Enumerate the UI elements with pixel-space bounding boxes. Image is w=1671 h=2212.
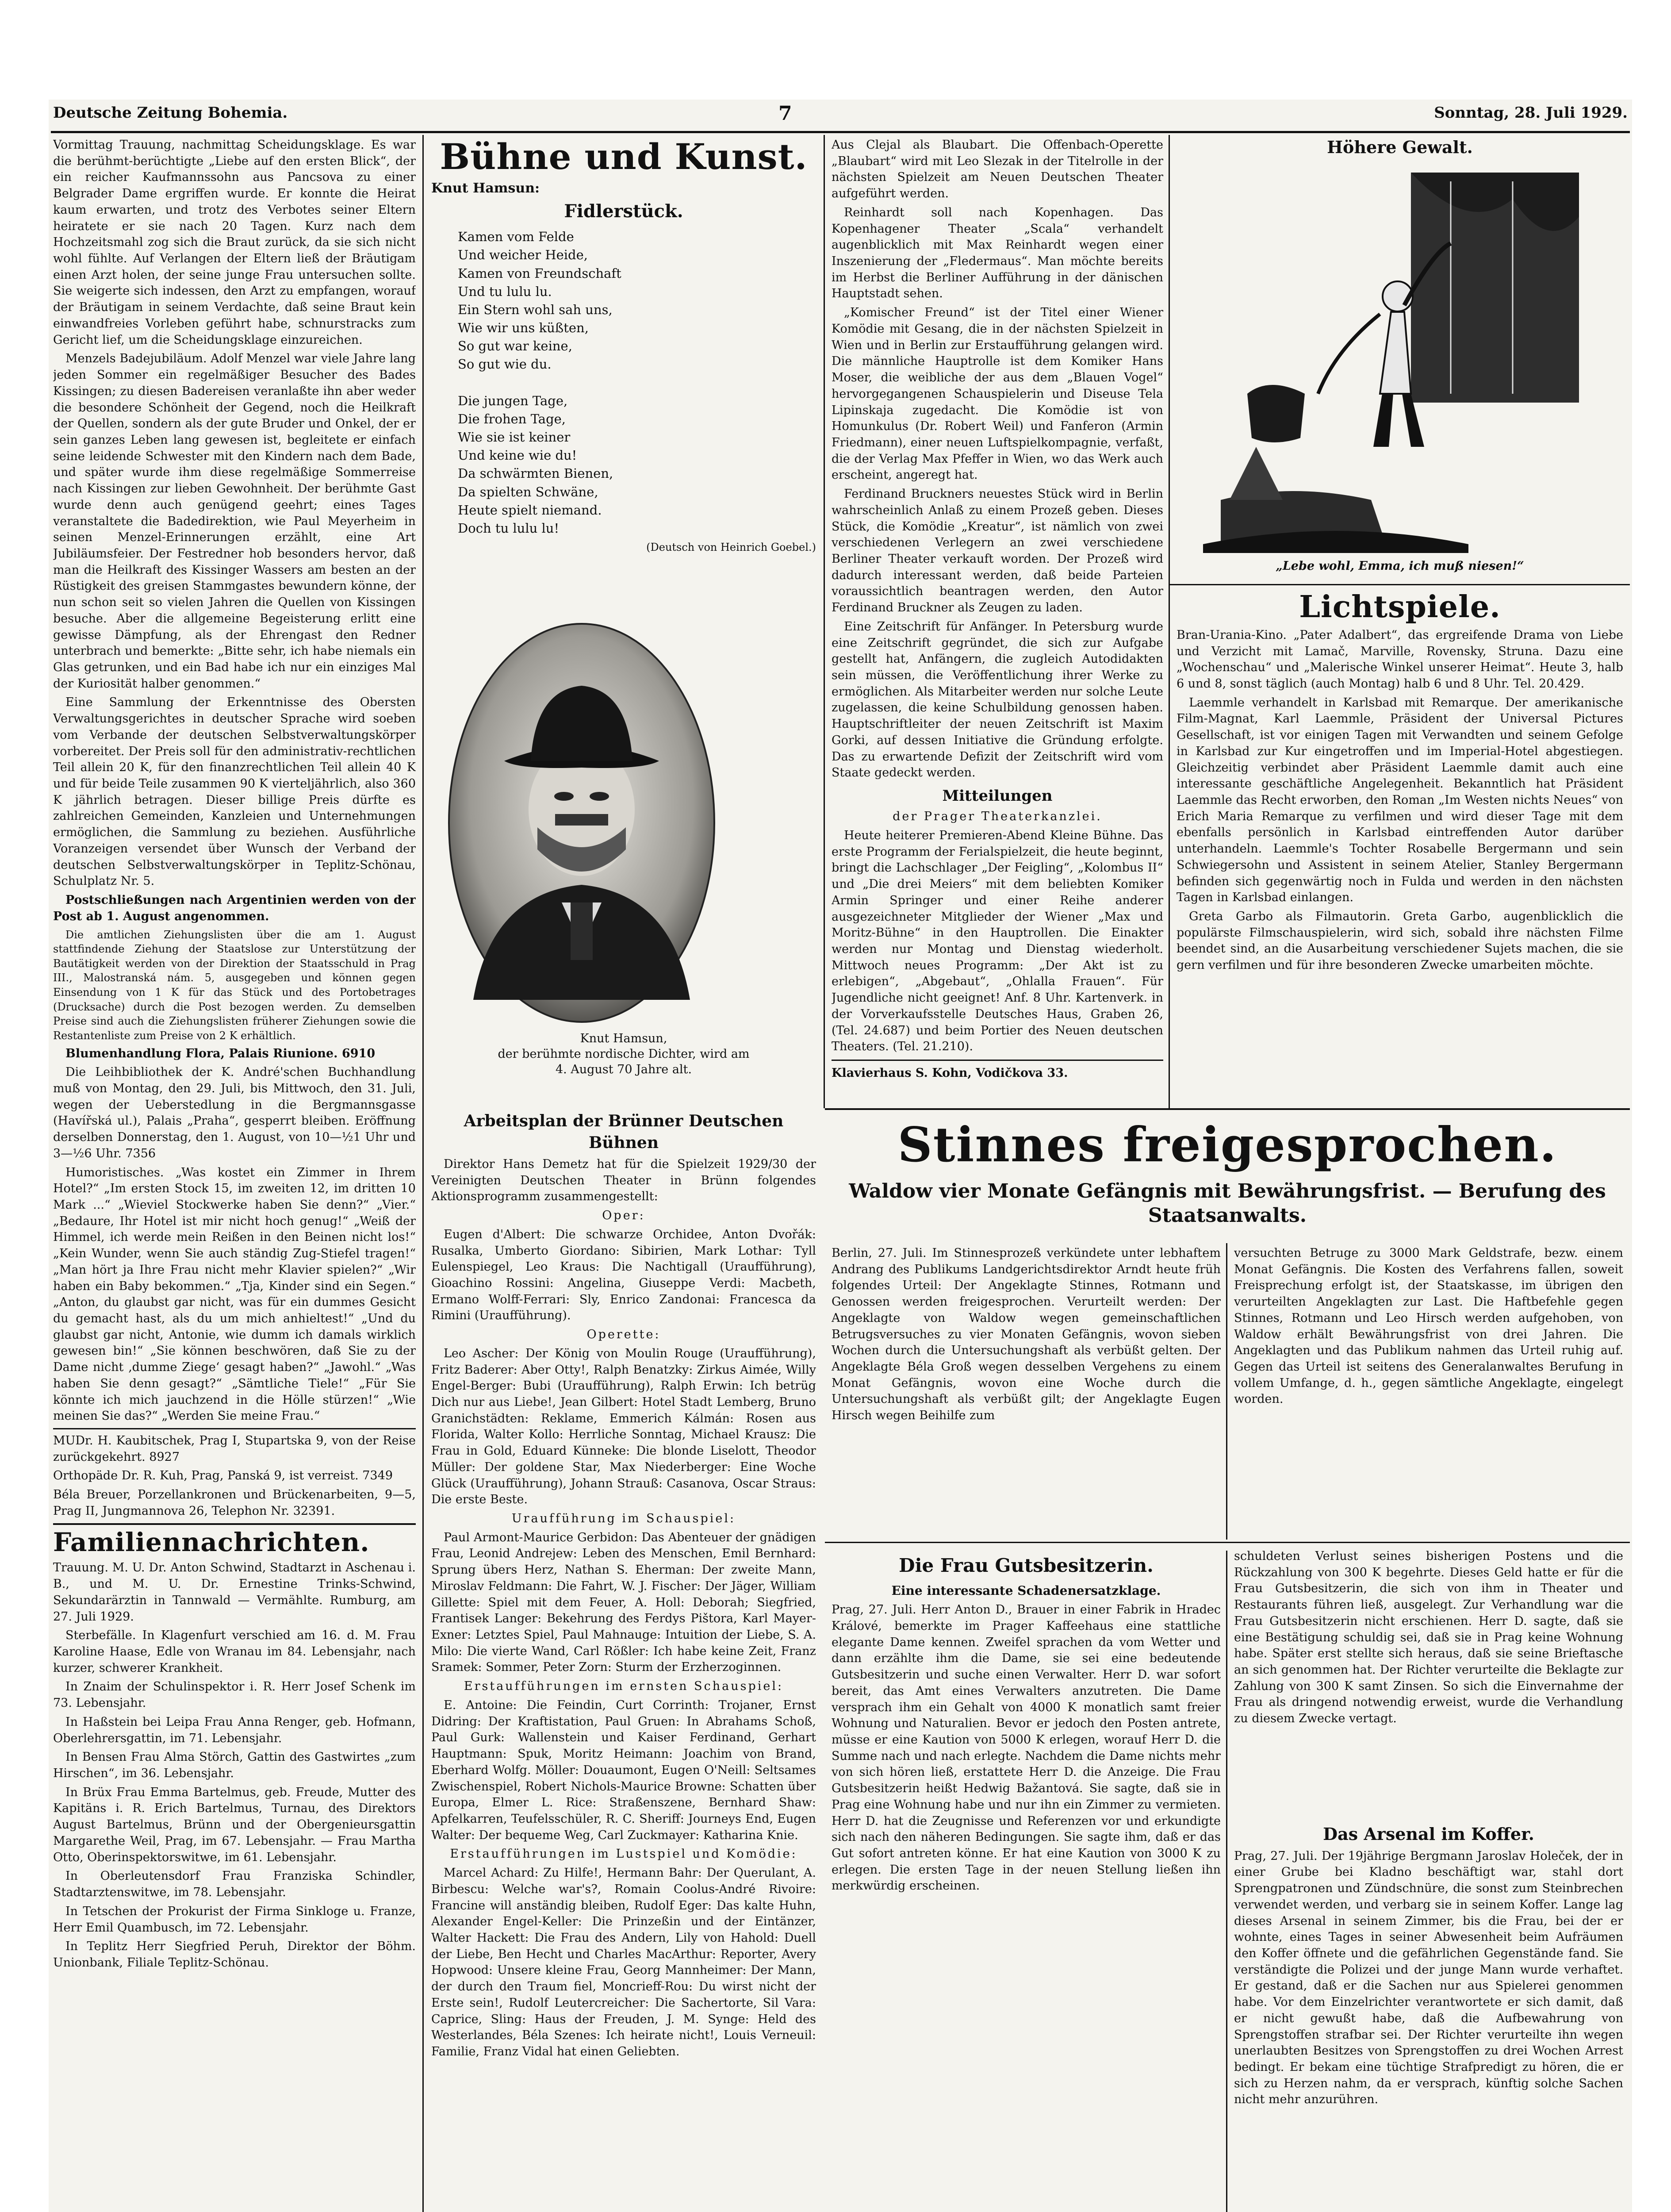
ad-kaubitschek: MUDr. H. Kaubitschek, Prag I, Stupartska 9, von der Reise zurückgekehrt. 8927 — [53, 1434, 416, 1464]
gutsbesitzerin-right — [1234, 1548, 1623, 1814]
stinnes-right — [1234, 1245, 1623, 1537]
divider — [1170, 584, 1630, 585]
el-heading: Erstaufführungen im Lustspiel und Komödie: — [450, 1847, 797, 1861]
cinema-urania: Bran-Urania-Kino. „Pater Adalbert“, das ergreifende Drama von Liebe und Verzicht mit Lamač, Marville, Rovensky, Struna. Dazu eine „Wochenschau“ und „Malerische Winkel unserer Heimat“. Heute 3, halb 6 und 8, sonst täglich (auch Montag) halb 6 und 8 Uhr. Tel. 20.429. — [1177, 628, 1623, 691]
header-rule — [51, 131, 1630, 133]
operette-heading: Operette: — [586, 1328, 661, 1342]
page-number: 7 — [778, 102, 792, 125]
poem-attribution: (Deutsch von Heinrich Goebel.) — [646, 541, 816, 554]
article-wedding-divorce: Vormittag Trauung, nachmittag Scheidungsklage. Es war die berühmt-berüchtigte „Liebe auf den ersten Blick“, der ein reicher Kaufmannssohn aus Pancsova zu einer Belgrader Dame ergriffen wurde. Er konnte die Heirat kaum erwarten, und trotz des Verbotes seiner Eltern heiratete er sie nach 20 Tagen. Kurz nach dem Hochzeitsmahl zog sich die Braut zurück, da sie sich nicht wohl fühlte. Auf Verlangen der Eltern ließ der Bräutigam einen Arzt holen, der seine junge Frau untersuchen sollte. Sie weigerte sich indessen, den Arzt zu empfangen, worauf der Bräutigam in seinem Verdachte, daß seine Braut kein einwandfreies Vorleben geführt habe, schnurstracks zum Gericht lief, um die Scheidungsklage einzureichen. — [53, 138, 416, 347]
article-humor: Humoristisches. „Was kostet ein Zimmer in Ihrem Hotel?“ „Im ersten Stock 15, im zweiten 12, im dritten 10 Mark ...“ „Wieviel Stockwerke haben Sie denn?“ „Vier.“ „Bedaure, Ihr Hotel ist mir nicht hoch genug!“ „Weiß der Himmel, ich werde mein Reißen in den Beinen nicht los!“ „Kein Wunder, wenn Sie auch ständig Zug-Stiefel tragen!“ „Man hört ja Ihre Frau nicht mehr Klavier spielen?“ „Wir haben ein Baby bekommen.“ „Tja, Kinder sind ein Segen.“ „Anton, du glaubst gar nicht, was für ein dummes Gesicht du gemacht hast, als du um mich anhieltest!“ „Und du glaubst gar nicht, Antonie, wie dumm ich damals wirklich gewesen bin!“ „Sie können beschwören, daß Sie zu der Dame nicht ‚dumme Ziege‘ gesagt haben?“ „Jawohl.“ „Was haben Sie denn gesagt?“ „Sämtliche Tiele!“ „Für Sie könnte ich mich jauchzend in die Hölle stürzen!“ „Wie meinen Sie das?“ „Werden Sie meine Frau.“ — [53, 1165, 416, 1423]
lichtspiele-title: Lichtspiele. — [1299, 591, 1501, 625]
family-item: Trauung. M. U. Dr. Anton Schwind, Stadtarzt in Aschenau i. B., und M. U. Dr. Ernestine Trinks-Schwind, Sekundarärztin in Tannwald — Vermählte. Rumburg, am 27. Juli 1929. — [53, 1561, 416, 1624]
cartoon-title-box — [1177, 137, 1623, 157]
ad-kuh: Orthopäde Dr. R. Kuh, Prag, Panská 9, ist verreist. 7349 — [53, 1469, 393, 1483]
column-rule — [1169, 135, 1170, 1108]
stinnes-bottom-rule — [825, 1542, 1630, 1543]
ad-flora: Blumenhandlung Flora, Palais Riunione. 6910 — [65, 1046, 376, 1060]
mitteilungen-subtitle: der Prager Theaterkanzlei. — [893, 810, 1102, 824]
poem-title: Fidlerstück. — [564, 200, 683, 222]
gutsbesitzerin-text: Prag, 27. Juli. Herr Anton D., Brauer in einer Fabrik in Hradec Králové, bemerkte im Prager Kaffeehaus eine stattliche elegante Dame kennen. Zweifel sprachen da vom Wetter und dann erzählte ihm die Dame, sie sei eine bedeutende Gutsbesitzerin und suche einen Verwalter. Herr D. war sofort bereit, das Amt eines Verwalters anzutreten. Die Dame versprach ihm ein Gehalt von 4000 K monatlich samt freier Wohnung und Naturalien. Bevor er jedoch den Posten antrete, müsse er eine Kaution von 5000 K erlegen, worauf Herr D. die Summe nach und nach erlegte. Nachdem die Dame nichts mehr von sich hören ließ, erstattete Herr D. die Anzeige. Die Frau Gutsbesitzerin heißt Hedwig Bažantová. Sie sagte, daß sie in Prag eine Wohnung habe und nur ihn ein Zimmer zu vermieten. Herr D. hat die Zeugnisse und Referenzen vor und erkundigte sich nach den näheren Bedingungen. Sie sagte ihm, daß er das Gut sofort antreten könne. Er hat eine Kaution von 3000 K zu erlegen. Die ersten Tage in der neuen Stellung ließen ihn merkwürdig erscheinen. — [832, 1603, 1221, 1893]
arsenal-text: Prag, 27. Juli. Der 19jährige Bergmann Jaroslav Holeček, der in einer Grube bei Kladno beschäftigt war, stahl dort Sprengpatronen und Zündschnüre, die sonst zum Steinbrechen verwendet werden, und verbarg sie in seinem Koffer. Lange lag dieses Arsenal in seinem Zimmer, bis die Frau, bei der er wohnte, eines Tages in seiner Abwesenheit beim Aufräumen den Koffer öffnete und die gefährlichen Gegenstände fand. Sie verständigte die Polizei und der junge Mann wurde verhaftet. Er gestand, daß er die Sachen nur aus Spielerei genommen habe. Vor dem Einzelrichter verantwortete er sich damit, daß er nicht gewußt habe, daß die Aufbewahrung von Sprengstoffen strafbar sei. Der Richter verurteilte ihn wegen unerlaubten Besitzes von Sprengstoffen zu drei Wochen Arrest bedingt. Er bekam eine tüchtige Strafpredigt zu hören, die er sich zu Herzen nahm, da er versprach, künftig solche Sachen nicht mehr anzurühren. — [1234, 1849, 1623, 2107]
article-komischer-freund: „Komischer Freund“ ist der Titel einer Wiener Komödie mit Gesang, die in der nächsten Spielzeit in Wien und in Berlin zur Erstaufführung gelangen wird. Die männliche Hauptrolle ist dem Komiker Hans Moser, die weibliche der aus dem „Blauen Vogel“ hervorgegangenen Schauspielerin und Diseuse Tela Lipinskaja zugedacht. Die Komödie ist von Homunkulus (Dr. Robert Weil) und Fanferon (Armin Friedmann), einer neuen Luftspielkompagnie, verfaßt, die der Verlag Max Pfeffer in Wien, wo das Werk auch erscheint, angeregt hat. — [832, 306, 1163, 482]
section-title-buehne: Bühne und Kunst. — [440, 137, 808, 177]
el-list: Marcel Achard: Zu Hilfe!, Hermann Bahr: Der Querulant, A. Birbescu: Welche war's?, Romain Coolus-André Rivoire: Francine will anständig bleiben, Rudolf Eger: Das kalte Huhn, Alexander Engel-Keller: Die Prinzeßin und der Eintänzer, Walter Hackett: Die Frau des Andern, Lily von Hahold: Duell der Liebe, Ben Hecht und Charles MacArthur: Reporter, Avery Hopwood: Unsere kleine Frau, Georg Mannheimer: Der Mann, der durch den Traum fiel, Moncrieff-Rou: Du wirst nicht der Erste sein!, Rudolf Leutercreicher: Die Sachertorte, Sil Vara: Caprice, Sling: Haus der Freuden, J. M. Synge: Held des Westerlandes, Béla Szenes: Ich heirate nicht!, Louis Verneuil: Familie, Franz Vidal hat einen Geliebten. — [431, 1866, 816, 2058]
divider — [832, 1060, 1163, 1061]
family-item: In Haßstein bei Leipa Frau Anna Renger, geb. Hofmann, Oberlehrersgattin, im 71. Lebensjahr. — [53, 1715, 416, 1745]
column-2-top — [431, 137, 816, 615]
family-item: Sterbefälle. In Klagenfurt verschied am 16. d. M. Frau Karoline Haase, Edle von Wranau im 84. Lebensjahr, nach kurzer, schwerer Krankheit. — [53, 1628, 416, 1675]
article-zeitschrift: Eine Zeitschrift für Anfänger. In Petersburg wurde eine Zeitschrift gegründet, die sich zur Aufgabe gestellt hat, Anfängern, die zugleich Autodidakten sein müssen, die Veröffentlichung ihrer Werke zu ermöglichen. Als Mitarbeiter werden nur solche Leute zugelassen, die keine Schulbildung genossen haben. Hauptschriftleiter der neuen Zeitschrift ist Maxim Gorki, auf dessen Initiative die Gründung erfolgte. Das zu erwartende Defizit der Zeitschrift wird vom Staate gedeckt werden. — [832, 619, 1163, 780]
article-court-collection: Eine Sammlung der Erkenntnisse des Obersten Verwaltungsgerichtes in deutscher Sprache wird soeben vom Verbande der deutschen Selbstverwaltungskörper vorbereitet. Der Preis soll für den administrativ-rechtlichen Teil allein 20 K, für den finanzrechtlichen Teil allein 40 K und für beide Teile zusammen 90 K vierteljährlich, also 360 K jährlich betragen. Dieser billige Preis dürfte es zahlreichen Gemeinden, Kanzleien und Unternehmungen ermöglichen, die Sammlung zu beziehen. Ausführliche Voranzeigen versendet über Wunsch der Verband der deutschen Selbstverwaltungskörper in Teplitz-Schönau, Schulplatz Nr. 5. — [53, 695, 416, 888]
gutsbesitzerin-text-cont: schuldeten Verlust seines bisherigen Postens und die Rückzahlung von 300 K begehrte. Dieses Geld hatte er für die Frau Gutsbesitzerin, die sich von ihm in Theater und Restaurants führen ließ, ausgelegt. Zur Verhandlung war die Frau Gutsbesitzerin nicht erschienen. Herr D. sagte, daß sie eine Bestätigung schuldig sei, daß sie in Prag keine Wohnung habe. Später erst stellte sich heraus, daß sie seine Brieftasche an sich genommen hat. Der Richter verurteilte die Beklagte zur Zahlung von 300 K samt Zinsen. So sich die Einvernahme der Frau als dringend notwendig erweist, wurde die Verhandlung zu diesem Zwecke vertagt. — [1234, 1549, 1623, 1726]
ur-list: Paul Armont-Maurice Gerbidon: Das Abenteuer der gnädigen Frau, Leonid Andrejew: Leben des Menschen, Emil Bernhard: Sprung übers Herz, Nathan S. Eherman: Der zweite Mann, Miroslav Feldmann: Die Fahrt, W. J. Fischer: Der Jäger, William Gillette: Spiel mit dem Feuer, A. Holl: Deborah; Siegfried, Frantisek Langer: Bekehrung des Ferdys Pištora, Karl Mayer-Exner: Letztes Spiel, Paul Mahnauge: Intuition der Liebe, S. A. Milo: Die vierte Wand, Carl Rößler: Ich habe keine Zeit, Franz Sramek: Sommer, Peter Zorn: Sturm der Erzherzoginnen. — [431, 1530, 816, 1674]
mitteilungen-title: Mitteilungen — [942, 787, 1053, 805]
hamsun-portrait — [442, 619, 721, 1026]
ea-list: E. Antoine: Die Feindin, Curt Corrinth: Trojaner, Ernst Didring: Der Kraftistation, Paul Gruen: In Abrahams Schoß, Paul Gurk: Wallenstein und Kaiser Ferdinand, Gerhart Hauptmann: Spuk, Moritz Heimann: Joachim von Brand, Eberhard Wolfg. Möller: Douaumont, Eugen O'Neill: Seltsames Zwischenspiel, Robert Nichols-Maurice Browne: Schatten über Europa, Elmer L. Rice: Straßenszene, Bernhard Shaw: Apfelkarren, Teufelsschüler, R. C. Sheriff: Journeys End, Eugen Walter: Der bequeme Weg, Carl Zuckmayer: Katharina Knie. — [431, 1698, 816, 1842]
family-news-title: Familiennachrichten. — [53, 1527, 370, 1557]
stinnes-subheadline: Waldow vier Monate Gefängnis mit Bewährungsfrist. — Berufung des Staatsanwalts. — [849, 1180, 1606, 1227]
column-rule — [824, 135, 825, 1108]
page-header — [53, 104, 1628, 131]
arsenal-article — [1234, 1818, 1623, 2212]
ad-klavierhaus: Klavierhaus S. Kohn, Vodičkova 33. — [832, 1066, 1068, 1080]
cartoon-illustration — [1203, 164, 1601, 553]
divider — [53, 1523, 416, 1525]
article-menzel: Menzels Badejubiläum. Adolf Menzel war viele Jahre lang jeden Sommer ein regelmäßiger Besucher des Bades Kissingen; zu diesen Badereisen veranlaßte ihn aber weder die besondere Schönheit der Gegend, noch die Heilkraft der Quellen, sondern als der gute Bruder und Onkel, der er sein ganzes Leben lang gewesen ist, begleitete er einfach seine leidende Schwester mit den Kindern nach dem Bade, und später wurde ihm diese regelmäßige Sommerreise nach Kissingen zur lieben Gewohnheit. Der berühmte Gast wurde denn auch genügend geehrt; eines Tages veranstaltete die Badedirektion, wie Paul Meyerheim in seinen Menzel-Erinnerungen erzählt, eine Art Jubiläumsfeier. Der Festredner hob besonders hervor, daß man die Heilkraft des Kissinger Wassers am besten an der Rüstigkeit des greisen Stammgastes bewundern könne, der nun schon seit so vielen Jahren die Quellen von Kissingen besuche. Aber die allgemeine Begeisterung erlitt eine gewisse Dämpfung, als der Ehrengast den Redner unterbrach und bemerkte: „Bitte sehr, ich habe niemals ein Glas getrunken, und ein Bad habe ich nur ein einziges Mal der Kuriosität halber genommen.“ — [53, 352, 416, 691]
column-1 — [53, 137, 416, 2212]
divider — [53, 1428, 416, 1429]
stinnes-headline: Stinnes freigesprochen. — [897, 1117, 1557, 1173]
column-rule — [422, 135, 424, 2212]
article-slezak: Aus Clejal als Blaubart. Die Offenbach-Operette „Blaubart“ wird mit Leo Slezak in der Titelrolle in der nächsten Spielzeit am Neuen Deutschen Theater aufgeführt werden. — [832, 138, 1163, 201]
ad-breuer: Béla Breuer, Porzellankronen und Brückenarbeiten, 9—5, Prag II, Jungmannova 26, Telephon Nr. 32391. — [53, 1488, 416, 1518]
newspaper-name: Deutsche Zeitung Bohemia. — [53, 104, 288, 122]
family-item: In Teplitz Herr Siegfried Peruh, Direktor der Böhm. Unionbank, Filiale Teplitz-Schönau. — [53, 1939, 416, 1970]
column-3 — [832, 137, 1163, 1106]
column-4 — [1177, 591, 1623, 1108]
column-rule — [1226, 1243, 1227, 1540]
cartoon-title: Höhere Gewalt. — [1327, 137, 1473, 157]
portrait-caption — [431, 1031, 816, 1077]
issue-date: Sonntag, 28. Juli 1929. — [1434, 104, 1628, 122]
caption-text: Knut Hamsun, der berühmte nordische Dichter, wird am 4. August 70 Jahre alt. — [498, 1032, 750, 1077]
gutsbesitzerin-title: Die Frau Gutsbesitzerin. — [899, 1555, 1154, 1576]
column-rule — [1226, 1551, 1227, 2212]
arsenal-title: Das Arsenal im Koffer. — [1323, 1824, 1534, 1844]
article-garbo: Greta Garbo als Filmautorin. Greta Garbo, augenblicklich die populärste Filmschauspielerin, wird sich, sobald ihre nächsten Filme beendet sind, an die Ausarbeitung verschiedener Sujets machen, die sie gern verfilmen und für ihre besonderen Zwecke umarbeiten möchte. — [1177, 910, 1623, 972]
notice-library: Die Leihbibliothek der K. André'schen Buchhandlung muß von Montag, den 29. Juli, bis Mittwoch, den 31. Juli, wegen der Ueberstedlung in die Bergmannsgasse (Havířská ul.), Palais „Praha“, gesperrt bleiben. Eröffnung derselben Donnerstag, den 1. August, von 10—½1 Uhr und 3—½6 Uhr. 7356 — [53, 1065, 416, 1160]
poem-text: Kamen vom Felde Und weicher Heide, Kamen von Freundschaft Und tu lulu lu. Ein Stern wohl sah uns, Wie wir uns küßten, So gut war keine, So gut wie du. Die jungen Tage, Die frohen Tage, Wie sie ist keiner Und keine wie du! Da schwärmten Bienen, Da spielten Schwäne, Heute spielt niemand. Doch tu lulu lu! — [458, 229, 621, 536]
cartoon-caption: „Lebe wohl, Emma, ich muß niesen!“ — [1276, 559, 1524, 573]
stinnes-left — [832, 1245, 1221, 1537]
stinnes-text-right: versuchten Betruge zu 3000 Mark Geldstrafe, bezw. einem Monat Gefängnis. Die Kosten des Verfahrens fallen, soweit Freisprechung erfolgt ist, der Staatskasse, im übrigen den verurteilten Angeklagten zur Last. Die Haftbefehle gegen Stinnes, Rotmann und Leo Hirsch werden aufgehoben, von Waldow erhält Bewährungsfrist von drei Jahren. Die Angeklagten und das Publikum nahmen das Urteil ruhig auf. Gegen das Urteil ist seitens des Generalanwaltes Berufung in vollem Umfange, d. h., gegen sämtliche Angeklagte, eingelegt worden. — [1234, 1246, 1623, 1406]
oper-heading: Oper: — [602, 1209, 645, 1223]
family-item: In Bensen Frau Alma Störch, Gattin des Gastwirtes „zum Hirschen“, im 36. Lebensjahr. — [53, 1750, 416, 1781]
column-2-bottom — [431, 1110, 816, 2212]
ea-heading: Erstaufführungen im ernsten Schauspiel: — [464, 1679, 784, 1694]
article-kleine-buehne: Heute heiterer Premieren-Abend Kleine Bühne. Das erste Programm der Ferialspielzeit, die heute beginnt, bringt die Lachschlager „Der Feigling“, „Kolombus II“ und „Die drei Meiers“ mit dem beliebten Komiker Armin Springer und einer Reihe anderer ausgezeichneter Mitglieder der Wiener „Max und Moritz-Bühne“ in den Hauptrollen. Die Einakter werden nur Montag und Dienstag wiederholt. Mittwoch neues Programm: „Der Akt ist zu erlebigen“, „Abgebaut“, „Ohlalla Frauen“. Für Jugendliche nicht geeignet! Anf. 8 Uhr. Kartenverk. in der Vorverkaufsstelle Deutsches Haus, Graben 26, (Tel. 24.687) und beim Portier des Neuen deutschen Theaters. (Tel. 21.210). — [832, 828, 1163, 1054]
notice-argentina: Postschließungen nach Argentinien werden von der Post ab 1. August angenommen. — [53, 893, 416, 923]
gutsbesitzerin-subtitle: Eine interessante Schadenersatzklage. — [891, 1583, 1161, 1598]
family-item: In Oberleutensdorf Frau Franziska Schindler, Stadtarztenswitwe, im 78. Lebensjahr. — [53, 1869, 416, 1900]
gutsbesitzerin-left — [832, 1548, 1221, 2212]
family-item: In Brüx Frau Emma Bartelmus, geb. Freude, Mutter des Kapitäns i. R. Erich Bartelmus, Turnau, des Direktors August Bartelmus, Brünn und der Obergenieursgattin Margarethe Weil, Prag, im 67. Lebensjahr. — Frau Martha Otto, Oberinspektorswitwe, im 61. Lebensjahr. — [53, 1785, 416, 1864]
oper-list: Eugen d'Albert: Die schwarze Orchidee, Anton Dvořák: Rusalka, Umberto Giordano: Sibirien, Mark Lothar: Tyll Eulenspiegel, Leo Kraus: Die Nachtigall (Uraufführung), Gioachino Rossini: Angelina, Giuseppe Verdi: Macbeth, Ermano Wolff-Ferrari: Sly, Enrico Zandonai: Francesca da Rimini (Uraufführung). — [431, 1227, 816, 1323]
operette-list: Leo Ascher: Der König von Moulin Rouge (Uraufführung), Fritz Baderer: Aber Otty!, Ralph Benatzky: Zirkus Aimée, Willy Engel-Berger: Bubi (Uraufführung), Ralph Erwin: Ich betrüg Dich nur aus Liebe!, Jean Gilbert: Hotel Stadt Lemberg, Bruno Granichstädten: Reklame, Emmerich Kálmán: Rosen aus Florida, Walter Kollo: Herrliche Sonntag, Michael Krausz: Die Frau in Gold, Eduard Künneke: Die blonde Liselott, Theodor Müller: Der goldene Star, Max Niederberger: Eine Woche Glück (Uraufführung), Johann Strauß: Casanova, Oscar Straus: Die erste Beste. — [431, 1346, 816, 1507]
stinnes-text-left: Berlin, 27. Juli. Im Stinnesprozeß verkündete unter lebhaftem Andrang des Publikums Landgerichtsdirektor Arndt heute früh folgendes Urteil: Der Angeklagte Stinnes, Rotmann und Genossen werden freigesprochen. Verurteilt werden: Der Angeklagte von Waldow wegen gemeinschaftlichen Betrugsversuches zu vier Monaten Gefängnis, wovon sieben Wochen durch die Untersuchungshaft als verbüßt gelten. Der Angeklagte Béla Groß wegen desselben Vergehens zu einem Monat Gefängnis, wovon eine Woche durch die Untersuchungshaft als verbüßt gilt; der Angeklagte Eugen Hirsch wegen Beihilfe zum — [832, 1246, 1221, 1423]
article-bruckner: Ferdinand Bruckners neuestes Stück wird in Berlin wahrscheinlich Anlaß zu einem Prozeß geben. Dieses Stück, die Komödie „Kreatur“, ist nämlich von zwei verschiedenen Verlegern an zwei verschiedene Berliner Theater verkauft worden. Der Prozeß wird dadurch interessant werden, daß beide Parteien voraussichtlich beantragen werden, den Autor Ferdinand Bruckner als Zeugen zu laden. — [832, 487, 1163, 615]
ur-heading: Uraufführung im Schauspiel: — [511, 1512, 736, 1525]
family-item: In Znaim der Schulinspektor i. R. Herr Josef Schenk im 73. Lebensjahr. — [53, 1680, 416, 1710]
family-item: In Tetschen der Prokurist der Firma Sinkloge u. Franze, Herr Emil Quambusch, im 72. Lebensjahr. — [53, 1904, 416, 1935]
plan-intro: Direktor Hans Demetz hat für die Spielzeit 1929/30 der Vereinigten Deutschen Theater in Brünn folgendes Aktionsprogramm zusammengestellt: — [431, 1157, 816, 1204]
article-reinhardt: Reinhardt soll nach Kopenhagen. Das Kopenhagener Theater „Scala“ verhandelt augenblicklich mit Max Reinhardt wegen einer Inszenierung der „Fledermaus“. Man möchte bereits im Herbst die Berliner Aufführung in der dänischen Hauptstadt sehen. — [832, 205, 1163, 301]
notice-lottery: Die amtlichen Ziehungslisten über die am 1. August stattfindende Ziehung der Staatslose zur Unterstützung der Bautätigkeit werden von der Direktion der Staatsschuld in Prag III., Malostranská nám. 5, ausgegeben und können gegen Einsendung von 1 K für das Stück und des Portobetrages (Drucksache) durch die Post bezogen werden. Zu demselben Preise sind auch die Ziehungslisten früherer Ziehungen sowie die Restantenliste zum Preise von 2 K erhältlich. — [53, 928, 416, 1042]
article-laemmle: Laemmle verhandelt in Karlsbad mit Remarque. Der amerikanische Film-Magnat, Karl Laemmle, Präsident der Universal Pictures Gesellschaft, ist vor einigen Tagen mit Verwandten und seinem Gefolge in Karlsbad zur Kur eingetroffen und im Imperial-Hotel abgestiegen. Gleichzeitig verbindet aber Präsident Laemmle damit auch eine interessante geschäftliche Angelegenheit. Bekanntlich hat Präsident Laemmle das Recht erworben, den Roman „Im Westen nichts Neues“ von Erich Maria Remarque zu verfilmen und wird dieser Tage mit dem ebenfalls persönlich in Karlsbad eintreffenden Autor darüber unterhandeln. Laemmle's Tochter Rosabelle Bergermann und sein Schwiegersohn und Assistent in seinem Atelier, Stanley Bergermann befinden sich gegenwärtig noch in Fulda und werden in den nächsten Tagen in Karlsbad einlangen. — [1177, 695, 1623, 905]
poem-author: Knut Hamsun: — [431, 180, 540, 196]
plan-title: Arbeitsplan der Brünner Deutschen Bühnen — [464, 1112, 784, 1152]
stinnes-top-rule — [825, 1108, 1630, 1110]
